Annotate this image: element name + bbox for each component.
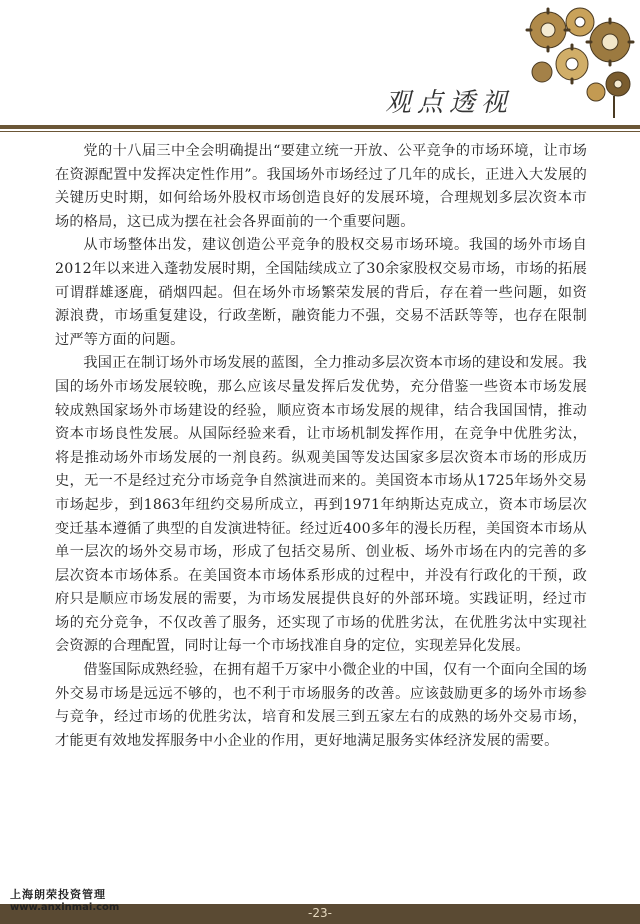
page-number: -23- [308,906,332,920]
paragraph-4: 借鉴国际成熟经验，在拥有超千万家中小微企业的中国，仅有一个面向全国的场外交易市场是远远不够的，也不利于市场服务的改善。应该鼓励更多的场外市场参与竞争，经过市场的优胜劣汰，培育和发展三到五家左右的成熟的场外交易市场，才能更有效地发挥服务中小企业的作用，更好地满足服务实体经济发展的需要。 [55,662,587,749]
gears-logo-icon [520,0,640,122]
footer-organization: 上海朗荣投资管理 [10,888,106,901]
header-divider-thick [0,125,640,129]
article-body [55,140,587,753]
page-footer [0,880,640,924]
paragraph-3: 我国正在制订场外市场发展的蓝图，全力推动多层次资本市场的建设和发展。我国的场外市场发展较晚，那么应该尽量发挥后发优势，充分借鉴一些资本市场发展较成熟国家场外市场建设的经验，顺应资本市场发展的规律，结合我国国情，推动资本市场良性发展。从国际经验来看，让市场机制发挥作用，在竞争中优胜劣汰，将是推动场外市场发展的一剂良药。纵观美国等发达国家多层次资本市场的形成历史，无一不是经过充分市场竞争自然演进而来的。美国资本市场从1725年场外交易市场起步，到1863年纽约交易所成立，再到1971年纳斯达克成立，资本市场层次变迁基本遵循了典型的自发演进特征。经过近400多年的漫长历程，美国资本市场从单一层次的场外交易市场，形成了包括交易所、创业板、场外市场在内的完善的多层次资本市场体系。在美国资本市场体系形成的过程中，并没有行政化的干预，政府只是顺应市场发展的需要，为市场发展提供良好的外部环境。实践证明，经过市场的充分竞争，不仅改善了服务，还实现了市场的优胜劣汰，在优胜劣汰中实现社会资源的合理配置，同时让每一个市场找准自身的定位，实现差异化发展。 [55,355,587,655]
paragraph-1: 党的十八届三中全会明确提出“要建立统一开放、公平竞争的市场环境，让市场在资源配置中发挥决定性作用”。我国场外市场经过了几年的成长，正进入大发展的关键历史时期，如何给场外股权市场创造良好的发展环境，合理规划多层次资本市场的格局，这已成为摆在社会各界面前的一个重要问题。 [55,143,587,230]
footer-website: www.anxinmai.com [10,902,120,913]
paragraph-2: 从市场整体出发，建议创造公平竞争的股权交易市场环境。我国的场外市场自2012年以来进入蓬勃发展时期，全国陆续成立了30余家股权交易市场，市场的拓展可谓群雄逐鹿，硝烟四起。但在场外市场繁荣发展的背后，存在着一些问题，如资源浪费，市场重复建设，行政垄断，融资能力不强，交易不活跃等等，也存在限制过严等方面的问题。 [55,237,587,348]
page-header [0,0,640,132]
header-divider-thin [0,131,640,132]
section-title: 观点透视 [385,88,514,118]
